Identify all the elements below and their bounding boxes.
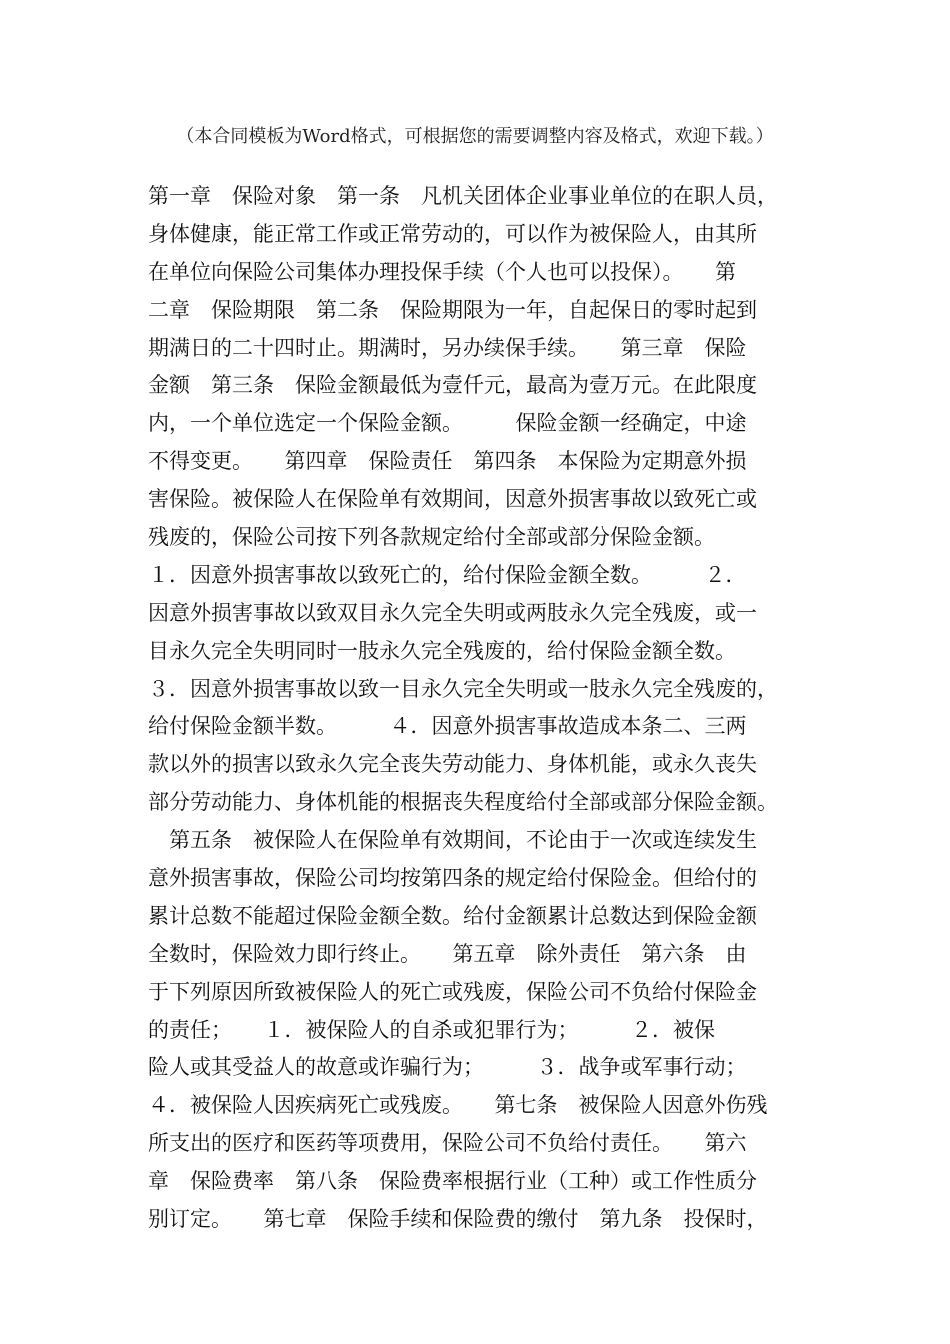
body-line: 意外损害事故，保险公司均按第四条的规定给付保险金。但给付的 xyxy=(148,866,757,891)
body-line: 目永久完全失明同时一肢永久完全残废的，给付保险金额全数。 xyxy=(148,638,736,663)
body-line: 部分劳动能力、身体机能的根据丧失程度给付全部或部分保险金额。 xyxy=(148,790,778,815)
body-line: 款以外的损害以致永久完全丧失劳动能力、身体机能，或永久丧失 xyxy=(148,752,757,777)
contract-body xyxy=(148,178,808,1239)
body-line: 内，一个单位选定一个保险金额。 保险金额一经确定，中途 xyxy=(148,411,747,436)
body-line: 金额 第三条 保险金额最低为壹仟元，最高为壹万元。在此限度 xyxy=(148,373,757,398)
body-line: 于下列原因所致被保险人的死亡或残废，保险公司不负给付保险金 xyxy=(148,979,757,1004)
body-line: 累计总数不能超过保险金额全数。给付金额累计总数达到保险金额 xyxy=(148,903,757,928)
body-line: １．因意外损害事故以致死亡的，给付保险金额全数。 ２． xyxy=(148,562,747,587)
body-line: 害保险。被保险人在保险单有效期间，因意外损害事故以致死亡或 xyxy=(148,487,757,512)
body-line: 的责任； １．被保险人的自杀或犯罪行为； ２．被保 xyxy=(148,1017,715,1042)
body-line: 不得变更。 第四章 保险责任 第四条 本保险为定期意外损 xyxy=(148,449,747,474)
body-line: 险人或其受益人的故意或诈骗行为； ３．战争或军事行动； xyxy=(148,1055,747,1080)
body-line: 别订定。 第七章 保险手续和保险费的缴付 第九条 投保时， xyxy=(148,1207,768,1232)
body-line: 期满日的二十四时止。期满时，另办续保手续。 第三章 保险 xyxy=(148,335,747,360)
body-line: 在单位向保险公司集体办理投保手续（个人也可以投保）。 第 xyxy=(148,259,736,284)
body-line: 残废的，保险公司按下列各款规定给付全部或部分保险金额。 xyxy=(148,525,715,550)
template-note: （本合同模板为Word格式，可根据您的需要调整内容及格式，欢迎下载。） xyxy=(176,126,774,147)
body-line: ３．因意外损害事故以致一目永久完全失明或一肢永久完全残废的， xyxy=(148,676,778,701)
body-line: 全数时，保险效力即行终止。 第五章 除外责任 第六条 由 xyxy=(148,941,747,966)
body-line: 章 保险费率 第八条 保险费率根据行业（工种）或工作性质分 xyxy=(148,1169,757,1194)
body-line: 因意外损害事故以致双目永久完全失明或两肢永久完全残废，或一 xyxy=(148,600,757,625)
body-line: 第五条 被保险人在保险单有效期间，不论由于一次或连续发生 xyxy=(148,828,757,853)
body-line: 身体健康，能正常工作或正常劳动的，可以作为被保险人，由其所 xyxy=(148,221,757,246)
body-line: 给付保险金额半数。 ４．因意外损害事故造成本条二、三两 xyxy=(148,714,747,739)
body-line: 所支出的医疗和医药等项费用，保险公司不负给付责任。 第六 xyxy=(148,1131,747,1156)
body-line: 二章 保险期限 第二条 保险期限为一年，自起保日的零时起到 xyxy=(148,297,757,322)
body-line: 第一章 保险对象 第一条 凡机关团体企业事业单位的在职人员， xyxy=(148,184,778,208)
body-line: ４．被保险人因疾病死亡或残废。 第七条 被保险人因意外伤残 xyxy=(148,1093,768,1118)
